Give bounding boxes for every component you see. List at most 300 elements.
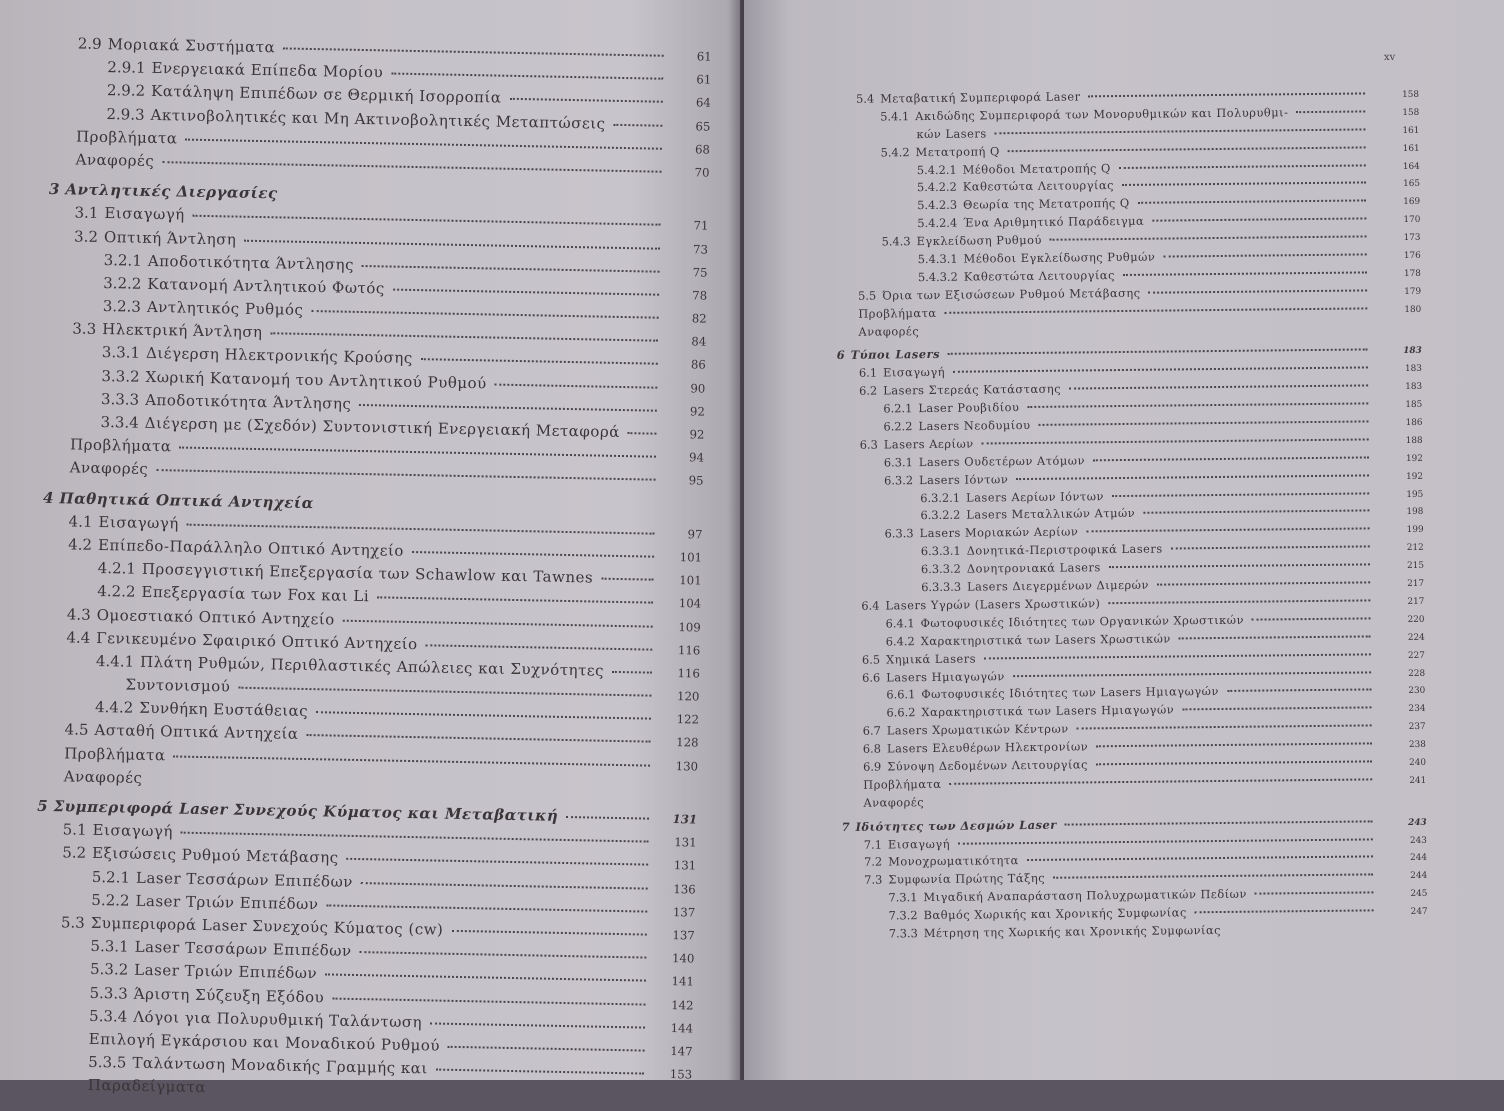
toc-entry-number: 3.1 <box>74 204 98 222</box>
toc-leader-dots <box>1065 820 1373 825</box>
toc-entry-number: 3.3.4 <box>100 413 139 432</box>
toc-page-number: 84 <box>666 334 706 349</box>
toc-entry-title: Laser Τεσσάρων Επιπέδων <box>136 868 353 890</box>
toc-entry-title: Χαρακτηριστικά των Lasers Ημιαγωγών <box>921 703 1174 720</box>
toc-entry-title: Ηλεκτρική Άντληση <box>102 320 263 341</box>
toc-page-number: 141 <box>654 974 694 989</box>
toc-leader-dots <box>430 1022 645 1028</box>
toc-page-number: 130 <box>658 758 698 773</box>
toc-page-number: 179 <box>1375 287 1421 297</box>
toc-entry-title: Αντλητικές Διεργασίες <box>65 180 277 202</box>
toc-leader-dots <box>306 734 650 743</box>
toc-entry-title: Ιδιότητες των Δεσμών Laser <box>856 817 1057 833</box>
toc-leader-dots <box>316 711 651 719</box>
toc-leader-dots <box>412 551 654 558</box>
toc-entry-title: Μοριακά Συστήματα <box>108 35 276 56</box>
toc-page-number: 116 <box>660 642 700 657</box>
toc-entry-title: Lasers Αερίων <box>884 436 974 451</box>
toc-leader-dots <box>1138 200 1366 204</box>
toc-page-number: 217 <box>1378 597 1424 607</box>
toc-leader-dots <box>436 1069 644 1075</box>
toc-entry-title: Lasers Νεοδυμίου <box>918 418 1030 433</box>
toc-entry-number: 7.3.1 <box>888 890 917 904</box>
toc-leader-dots <box>1096 760 1372 765</box>
toc-entry-title: Μονοχρωματικότητα <box>888 854 1019 869</box>
toc-page-number: 136 <box>656 881 696 896</box>
toc-entry-title: Lasers Ιόντων <box>919 472 1008 487</box>
toc-page-number: 120 <box>659 689 699 704</box>
toc-entry-title: Μετατροπή Q <box>916 144 1000 159</box>
toc-entry-title: Lasers Υγρών (Lasers Χρωστικών) <box>885 596 1100 612</box>
toc-entry-title: Συμφωνία Πρώτης Τάξης <box>888 871 1045 887</box>
toc-page-number: 198 <box>1377 507 1423 517</box>
toc-page-number: 65 <box>670 118 710 133</box>
toc-page-number: 131 <box>656 858 696 873</box>
toc-page-number: 164 <box>1374 161 1420 171</box>
toc-leader-dots <box>984 653 1371 659</box>
toc-leader-dots <box>1149 289 1368 293</box>
toc-entry-number: 5.4.2.4 <box>917 216 957 230</box>
toc-entry-title: Προβλήματα <box>64 744 166 764</box>
toc-entry-number: 5.1 <box>63 821 87 839</box>
toc-entry-number: 5.3.4 <box>89 1007 128 1026</box>
toc-page-number <box>658 793 698 794</box>
toc-leader-dots <box>448 1046 645 1052</box>
toc-page-number: 243 <box>1381 817 1427 827</box>
toc-page-number: 180 <box>1375 305 1421 315</box>
toc-entry-number: 6.3.3.1 <box>921 544 961 558</box>
toc-entry-title: Lasers Αερίων Ιόντων <box>966 489 1104 504</box>
toc-entry-title: Συμπεριφορά Laser Συνεχούς Κύματος (cw) <box>91 914 444 939</box>
toc-page-number: 144 <box>653 1020 693 1035</box>
left-page <box>0 0 740 1080</box>
toc-entry-number: 4.2.2 <box>97 582 136 601</box>
toc-leader-dots <box>393 288 659 295</box>
toc-entry-title: Προβλήματα <box>858 306 936 321</box>
toc-leader-dots <box>187 523 655 534</box>
toc-page-number: 142 <box>653 997 693 1012</box>
toc-entry-number: 6.5 <box>862 652 880 666</box>
page-folio: xv <box>1384 52 1395 63</box>
toc-entry-number: 7.3.3 <box>889 926 918 940</box>
toc-page-number: 244 <box>1381 853 1427 863</box>
toc-page-number: 101 <box>662 550 702 565</box>
toc-page-number: 75 <box>667 265 707 280</box>
toc-leader-dots <box>1038 420 1368 425</box>
toc-entry-title: Εισαγωγή <box>92 821 173 841</box>
toc-leader-dots <box>347 858 649 866</box>
toc-entry-number: 5.3.1 <box>90 937 129 956</box>
toc-leader-dots <box>628 432 657 435</box>
toc-entry-number: 7.2 <box>864 855 882 869</box>
toc-entry-number: 5.4.3.1 <box>918 252 958 266</box>
toc-page-number: 224 <box>1379 633 1425 643</box>
toc-page-number: 192 <box>1377 454 1423 464</box>
toc-entry-number: 6.4.2 <box>886 634 915 648</box>
toc-page-number: 185 <box>1376 400 1422 410</box>
toc-leader-dots <box>1086 528 1369 533</box>
toc-entry-number: 4.5 <box>64 721 88 739</box>
toc-entry-title: Επεξεργασία των Fox και Li <box>141 583 369 605</box>
toc-entry-number: 6.6.2 <box>886 705 915 719</box>
toc-entry-number: 5.4 <box>856 92 874 106</box>
toc-leader-dots <box>311 310 658 319</box>
toc-page-number: 82 <box>667 311 707 326</box>
toc-entry-number: 6.4.1 <box>885 616 914 630</box>
toc-leader-dots <box>244 239 660 249</box>
toc-entry-number: 6.3.3.3 <box>921 580 961 594</box>
toc-entry-number: 6.3.1 <box>884 455 913 469</box>
toc-entry-title: Επιλογή Εγκάρσιου και Μοναδικού Ρυθμού <box>89 1030 441 1055</box>
toc-entry-number: 7.3.2 <box>889 908 918 922</box>
toc-entry-title: Δονητικά-Περιστροφικά Lasers <box>967 542 1163 558</box>
toc-entry-number: 3.2 <box>74 227 98 245</box>
toc-page-number: 244 <box>1381 871 1427 881</box>
toc-entry-number: 6.6.1 <box>886 688 915 702</box>
toc-page-number: 228 <box>1379 668 1425 678</box>
toc-entry-title: Δονητρονιακά Lasers <box>967 560 1101 575</box>
toc-page-number: 70 <box>669 165 709 180</box>
toc-entry-title: Εισαγωγή <box>888 836 950 851</box>
toc-entry-number: 6 <box>837 348 845 362</box>
toc-leader-dots <box>601 578 654 581</box>
toc-page-number: 64 <box>671 95 711 110</box>
toc-entry-title: Γενικευμένο Σφαιρικό Οπτικό Αντηχείο <box>96 629 418 653</box>
toc-entry-title: Αποδοτικότητα Άντλησης <box>148 252 355 274</box>
toc-page-number: 217 <box>1378 579 1424 589</box>
toc-entry-title: Χαρακτηριστικά των Lasers Χρωστικών <box>921 631 1171 648</box>
toc-page-number: 122 <box>659 712 699 727</box>
toc-entry-title: Lasers Ημιαγωγών <box>886 669 1005 684</box>
toc-leader-dots <box>1053 874 1373 879</box>
toc-entry-title: Συντονισμού <box>125 676 230 696</box>
toc-page-number: 61 <box>672 49 712 64</box>
toc-page-number: 158 <box>1373 108 1419 118</box>
toc-entry-title: Lasers Χρωματικών Κέντρων <box>887 722 1069 738</box>
toc-entry-title: Όρια των Εξισώσεων Ρυθμού Μετάβασης <box>882 286 1140 303</box>
toc-leader-dots <box>162 161 661 173</box>
toc-leader-dots <box>283 47 664 56</box>
toc-entry-title: Μέθοδοι Εγκλείδωσης Ρυθμών <box>964 250 1156 266</box>
toc-entry-number: 5.3.2 <box>90 960 129 979</box>
toc-page-number: 240 <box>1380 758 1426 768</box>
toc-entry-title: Βαθμός Χωρικής και Χρονικής Συμφωνίας <box>924 905 1187 922</box>
toc-entry-title: Χωρική Κατανομή του Αντλητικού Ρυθμού <box>145 367 487 392</box>
toc-entry-title: Lasers Μεταλλικών Ατμών <box>966 506 1135 522</box>
toc-page-number: 192 <box>1377 472 1423 482</box>
toc-entry-title: Lasers Ελευθέρων Ηλεκτρονίων <box>887 739 1088 755</box>
toc-page-number <box>669 206 709 207</box>
toc-entry-title: Αναφορές <box>64 767 143 787</box>
toc-leader-dots <box>995 128 1366 134</box>
toc-entry-title: Ένα Αριθμητικό Παράδειγμα <box>963 214 1144 230</box>
toc-page-number: 158 <box>1373 90 1419 100</box>
toc-leader-dots <box>1143 510 1369 514</box>
toc-page-number: 178 <box>1375 269 1421 279</box>
toc-page-number: 237 <box>1380 722 1426 732</box>
toc-entry-number: 5.2 <box>62 844 86 862</box>
toc-page-number: 92 <box>664 427 704 442</box>
toc-page-number: 92 <box>665 404 705 419</box>
toc-page-number: 147 <box>652 1044 692 1059</box>
toc-entry-title: Ακιδώδης Συμπεριφορά των Μονορυθμικών και Πολυρυθμι- <box>915 105 1288 123</box>
toc-leader-dots <box>1027 856 1373 862</box>
toc-leader-dots <box>1093 456 1369 461</box>
toc-page-number: 116 <box>660 666 700 681</box>
toc-entry-title: Κατανομή Αντλητικού Φωτός <box>147 275 385 298</box>
right-page <box>744 0 1504 1080</box>
toc-entry-title: Τύποι Lasers <box>851 347 940 362</box>
toc-leader-dots <box>359 404 657 412</box>
toc-entry-number: 4.3 <box>67 605 91 623</box>
toc-entry-number: 5.3 <box>61 913 85 931</box>
toc-entry-number: 6.3 <box>860 437 878 451</box>
toc-page-number: 176 <box>1375 251 1421 261</box>
toc-page-number: 101 <box>661 573 701 588</box>
toc-leader-dots <box>1179 635 1371 639</box>
toc-entry-title: Καθεστώτα Λειτουργίας <box>963 179 1114 195</box>
toc-entry-number: 3.3.2 <box>101 367 140 386</box>
toc-leader-dots <box>1163 253 1366 257</box>
toc-entry-title: Αναφορές <box>858 324 919 339</box>
toc-page-number: 131 <box>656 835 696 850</box>
toc-entry-number: 7.1 <box>864 837 882 851</box>
right-toc-list <box>834 86 1428 945</box>
toc-page-number: 234 <box>1379 704 1425 714</box>
toc-leader-dots <box>1016 474 1369 480</box>
toc-leader-dots <box>426 644 653 650</box>
toc-entry-number: 5.2.1 <box>92 867 131 886</box>
toc-page-number: 140 <box>654 951 694 966</box>
toc-page-number: 161 <box>1373 126 1419 136</box>
toc-entry-title: Αναφορές <box>863 795 924 810</box>
toc-entry-title: Ομοεστιακό Οπτικό Αντηχείο <box>97 605 335 628</box>
toc-page-number: 86 <box>666 357 706 372</box>
toc-leader-dots <box>613 123 662 126</box>
toc-leader-dots <box>361 882 648 890</box>
toc-page-number: 170 <box>1374 215 1420 225</box>
toc-entry-number: 6.2 <box>859 384 877 398</box>
toc-leader-dots <box>1027 403 1368 409</box>
toc-entry-title: Lasers Μοριακών Αερίων <box>920 525 1079 541</box>
toc-leader-dots <box>1227 689 1371 693</box>
toc-entry-title: Εγκλείδωση Ρυθμού <box>916 233 1041 248</box>
toc-page-number: 183 <box>1376 346 1422 356</box>
toc-entry-number: 4.2.1 <box>98 559 137 578</box>
toc-entry-title: Κατάληψη Επιπέδων σε Θερμική Ισορροπία <box>151 82 502 107</box>
toc-entry-number: 6.9 <box>863 759 881 773</box>
toc-page-number: 94 <box>664 450 704 465</box>
toc-page-number: 245 <box>1381 889 1427 899</box>
toc-entry-number: 5 <box>37 797 48 815</box>
toc-leader-dots <box>332 997 645 1005</box>
toc-leader-dots <box>343 619 653 627</box>
toc-entry-number: 5.4.2.3 <box>917 198 957 212</box>
toc-leader-dots <box>1096 742 1372 747</box>
toc-entry-number: 6.2.1 <box>883 401 912 415</box>
toc-leader-dots <box>1171 546 1370 550</box>
toc-entry-title: Φωτοφυσικές Ιδιότητες των Lasers Ημιαγωγών <box>921 684 1219 701</box>
toc-entry-number: 7 <box>842 820 850 834</box>
toc-entry-title: Πλάτη Ρυθμών, Περιθλαστικές Απώλειες και Συχνότητες <box>140 653 604 680</box>
toc-entry-title: Χημικά Lasers <box>886 651 976 666</box>
toc-entry-number: 5.4.1 <box>880 109 909 123</box>
toc-leader-dots <box>1112 492 1369 497</box>
toc-entry-number: 4.4 <box>66 628 90 646</box>
toc-entry-number: 3 <box>49 180 60 198</box>
toc-leader-dots <box>451 930 647 936</box>
toc-page-number: 104 <box>661 596 701 611</box>
toc-leader-dots <box>421 359 658 366</box>
toc-entry-number: 6.6 <box>862 670 880 684</box>
toc-entry-title: Θεωρία της Μετατροπής Q <box>963 196 1130 212</box>
toc-entry-number: 5.4.3.2 <box>918 270 958 284</box>
toc-entry-number: 3.2.2 <box>103 274 142 293</box>
toc-entry-number: 4 <box>43 488 54 506</box>
toc-leader-dots <box>1252 617 1371 620</box>
toc-leader-dots <box>566 816 649 820</box>
toc-entry-number: 3.2.1 <box>104 251 143 270</box>
toc-leader-dots <box>949 778 1372 784</box>
toc-page-number: 61 <box>671 72 711 87</box>
toc-entry-title: Αναφορές <box>70 459 149 479</box>
toc-leader-dots <box>179 447 656 458</box>
toc-leader-dots <box>193 215 661 226</box>
toc-page-number: 137 <box>655 904 695 919</box>
toc-entry-title: Laser Τριών Επιπέδων <box>134 961 317 983</box>
toc-entry-number: 5.3.5 <box>88 1053 127 1072</box>
toc-entry-title: Laser Τεσσάρων Επιπέδων <box>134 938 351 960</box>
toc-leader-dots <box>1109 564 1370 569</box>
toc-leader-dots <box>270 332 658 341</box>
toc-entry-title: Ασταθή Οπτικά Αντηχεία <box>94 721 298 743</box>
toc-entry-title: Εισαγωγή <box>104 204 185 224</box>
toc-page-number: 186 <box>1376 418 1422 428</box>
toc-leader-dots <box>945 307 1368 313</box>
toc-entry-number: 3.2.3 <box>103 297 142 316</box>
toc-entry-number: 4.1 <box>68 512 92 530</box>
toc-page-number: 131 <box>657 812 697 827</box>
toc-page-number: 188 <box>1377 436 1423 446</box>
toc-entry-title: Αναφορές <box>75 150 154 170</box>
toc-leader-dots <box>982 438 1369 444</box>
toc-leader-dots <box>1069 385 1368 390</box>
toc-entry-title: Συνθήκη Ευστάθειας <box>139 699 308 720</box>
toc-leader-dots <box>286 196 661 203</box>
toc-leader-dots <box>1050 236 1367 241</box>
toc-entry-number: 3.3 <box>72 320 96 338</box>
toc-entry-number: 7.3 <box>864 873 882 887</box>
toc-page-number: 227 <box>1379 650 1425 660</box>
toc-entry-title: κών Lasers <box>916 126 986 141</box>
toc-leader-dots <box>1195 909 1374 913</box>
toc-entry-title: Επίπεδο-Παράλληλο Οπτικό Αντηχείο <box>98 536 404 560</box>
toc-entry-title: Lasers Στερεάς Κατάστασης <box>883 382 1061 398</box>
toc-entry-number: 4.4.1 <box>96 652 135 671</box>
toc-entry-title: Σύνοψη Δεδομένων Λειτουργίας <box>887 757 1088 773</box>
toc-entry-number: 5.3.3 <box>89 983 128 1002</box>
toc-leader-dots <box>1008 146 1366 152</box>
toc-entry-number: 6.3.2 <box>884 473 913 487</box>
toc-entry-number: 6.3.2.2 <box>920 508 960 522</box>
toc-leader-dots <box>1152 218 1366 222</box>
toc-entry-number: 5.4.2.1 <box>917 162 957 176</box>
toc-leader-dots <box>1182 707 1371 711</box>
toc-page-number: 153 <box>652 1067 692 1082</box>
toc-leader-dots <box>1108 599 1370 604</box>
toc-leader-dots <box>932 798 1372 803</box>
toc-page-number: 238 <box>1380 740 1426 750</box>
toc-entry-number: 2.9 <box>78 34 102 52</box>
toc-entry-number: 5.4.2 <box>881 145 910 159</box>
toc-entry-number: 6.2.2 <box>883 419 912 433</box>
toc-page-number: 230 <box>1379 686 1425 696</box>
toc-entry-number: 6.3.3 <box>885 527 914 541</box>
toc-leader-dots <box>360 951 647 959</box>
toc-entry-title: Μέτρηση της Χωρικής και Χρονικής Συμφωνίας <box>924 923 1221 940</box>
toc-page-number: 173 <box>1375 233 1421 243</box>
toc-leader-dots <box>185 138 662 149</box>
toc-entry-title: Προβλήματα <box>70 436 172 456</box>
toc-leader-dots <box>1077 725 1372 730</box>
toc-entry-number: 4.4.2 <box>95 698 134 717</box>
toc-entry-title: Προσεγγιστική Επεξεργασία των Schawlow και Tawnes <box>142 560 594 587</box>
toc-leader-dots <box>953 367 1368 373</box>
toc-entry-title: Εξισώσεις Ρυθμού Μετάβασης <box>92 844 339 867</box>
toc-entry-title: Laser Τριών Επιπέδων <box>135 892 318 914</box>
toc-page-number: 161 <box>1374 144 1420 154</box>
toc-entry-number: 5.5 <box>858 288 876 302</box>
toc-entry-title: Άριστη Σύζευξη Εξόδου <box>134 984 325 1006</box>
toc-leader-dots <box>927 327 1367 332</box>
toc-page-number: 169 <box>1374 197 1420 207</box>
toc-page-number: 215 <box>1378 561 1424 571</box>
toc-leader-dots <box>1229 929 1374 931</box>
toc-entry-number: 6.1 <box>859 366 877 380</box>
toc-entry-title: Εισαγωγή <box>883 365 945 380</box>
toc-entry-title: Διέγερση με (Σχεδόν) Συντονιστική Ενεργειακή Μεταφορά <box>145 414 620 441</box>
toc-entry-number: 6.3.2.1 <box>920 490 960 504</box>
toc-entry-title: Lasers Διεγερμένων Διμερών <box>967 578 1149 594</box>
toc-page-number: 128 <box>658 735 698 750</box>
toc-entry-title: Προβλήματα <box>76 127 178 147</box>
toc-entry-title: Ακτινοβολητικές και Μη Ακτινοβολητικές Μεταπτώσεις <box>150 105 605 132</box>
toc-leader-dots <box>1255 892 1374 895</box>
toc-entry-title: Διέγερση Ηλεκτρονικής Κρούσης <box>146 344 413 367</box>
left-toc-list <box>32 34 712 1111</box>
toc-entry-title: Λόγοι για Πολυρυθμική Ταλάντωση <box>133 1007 422 1031</box>
toc-entry-title: Οπτική Άντληση <box>104 228 237 249</box>
toc-leader-dots <box>326 904 647 912</box>
toc-entry-number: 2.9.2 <box>107 81 146 100</box>
toc-entry-title: Παραδείγματα <box>88 1076 206 1096</box>
toc-page-number: 95 <box>663 473 703 488</box>
toc-entry-number: 5.4.2.2 <box>917 180 957 194</box>
toc-leader-dots <box>1157 581 1370 585</box>
toc-leader-dots <box>958 838 1373 844</box>
toc-leader-dots <box>1122 182 1366 187</box>
toc-entry-title: Ταλάντωση Μοναδικής Γραμμής και <box>132 1054 428 1078</box>
toc-entry-number: 6.8 <box>863 742 881 756</box>
toc-page-number: 183 <box>1376 364 1422 374</box>
toc-leader-dots <box>1119 164 1366 169</box>
toc-page-number: 71 <box>668 218 708 233</box>
toc-entry-title: Προβλήματα <box>863 777 941 792</box>
toc-entry-title: Καθεστώτα Λειτουργίας <box>964 268 1115 284</box>
toc-entry-title: Αντλητικός Ρυθμός <box>147 298 304 319</box>
toc-entry-number: 5.2.2 <box>91 891 130 910</box>
toc-page-number: 137 <box>655 928 695 943</box>
